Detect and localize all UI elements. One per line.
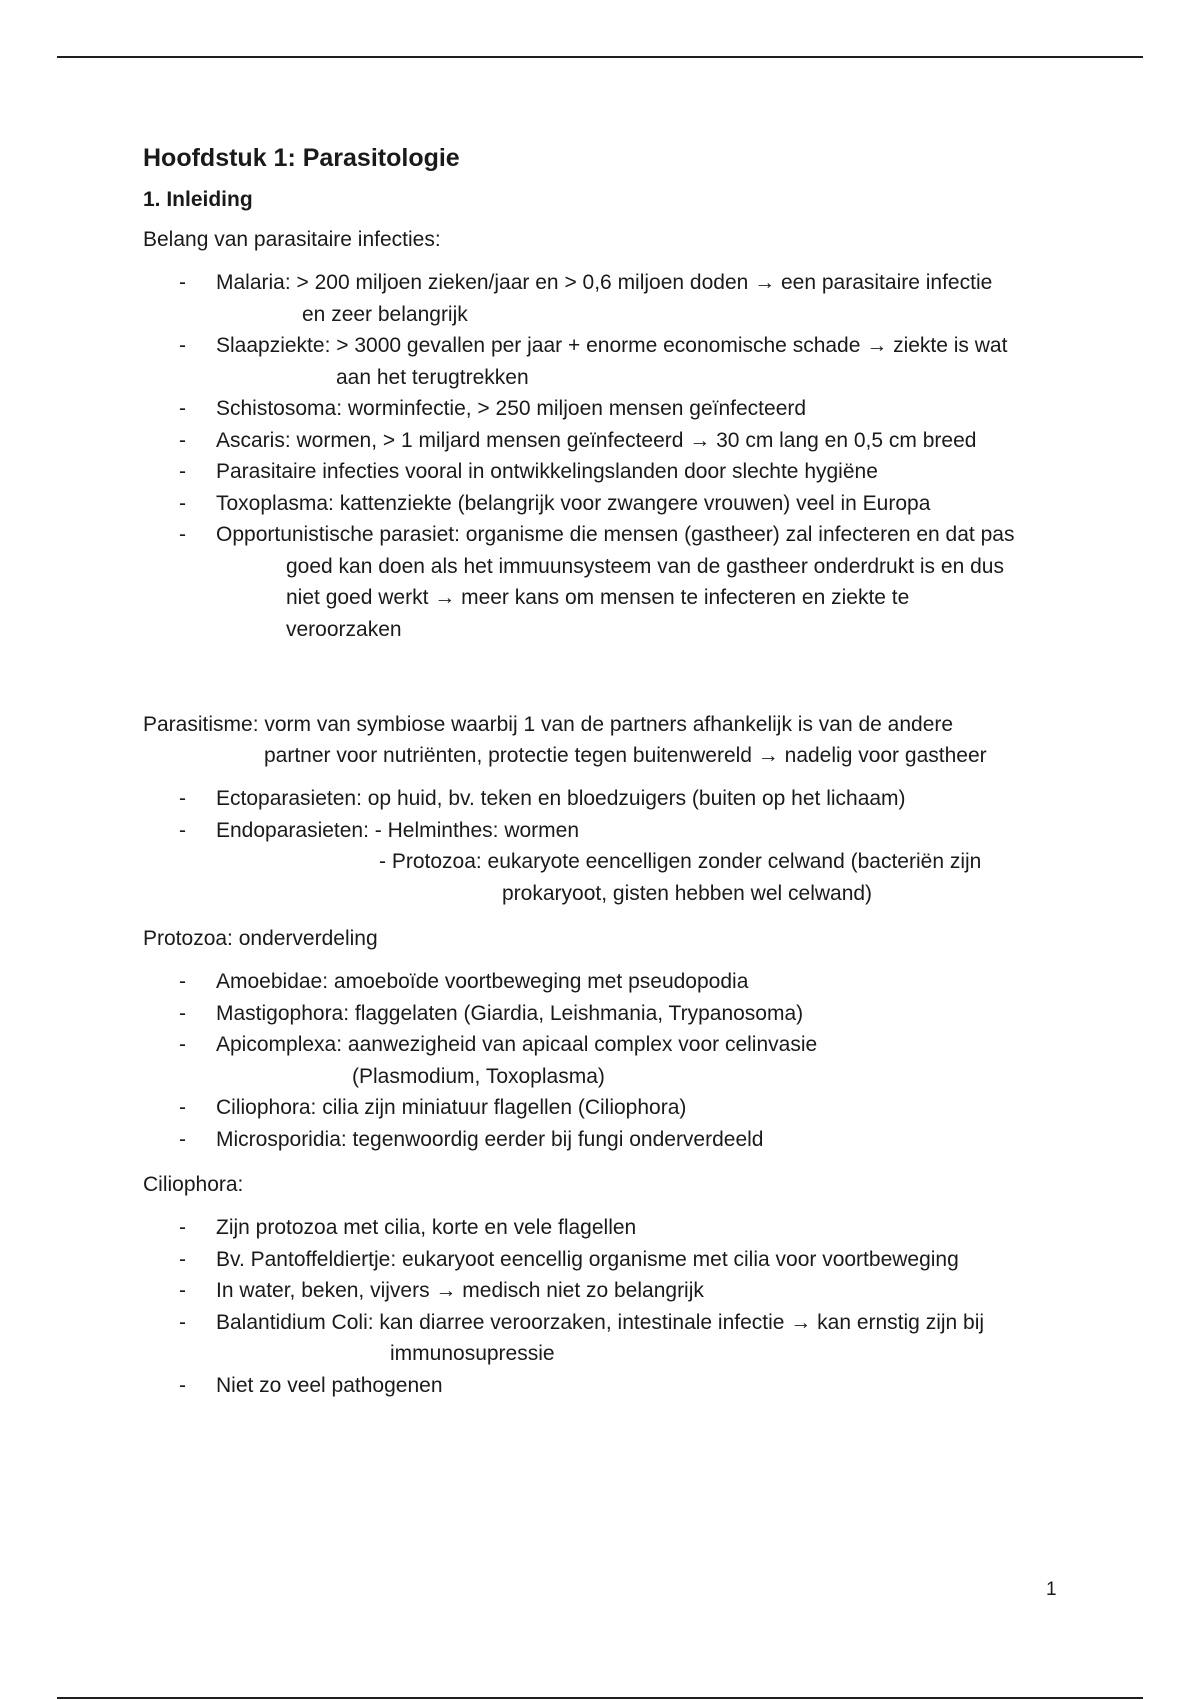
bullet-dash: - [179,1033,186,1056]
bullet-dash: - [179,1096,186,1119]
chapter-title: Hoofdstuk 1: Parasitologie [143,144,460,172]
list-item-text: Slaapziekte: > 3000 gevallen per jaar + enorme economische schade → ziekte is wat [216,334,1008,357]
list-item-text: Amoebidae: amoeboïde voortbeweging met pseudopodia [216,970,749,993]
bullet-dash: - [179,271,186,294]
belang-list [143,267,1063,645]
bullet-dash: - [179,397,186,420]
definition-continuation: partner voor nutriënten, protectie tegen buitenwereld → nadelig voor gastheer [264,744,987,767]
list-item [143,998,1063,1030]
list-item [143,1212,1063,1244]
list-item-text: Zijn protozoa met cilia, korte en vele flagellen [216,1216,637,1239]
list-item [143,425,1063,457]
bullet-dash: - [179,818,186,842]
list-item-text: Endoparasieten: - Helminthes: wormen [216,818,580,842]
list-item-text: Niet zo veel pathogenen [216,1373,443,1397]
list-item-text: Mastigophora: flaggelaten (Giardia, Leishmania, Trypanosoma) [216,1001,804,1025]
definition-line: Parasitisme: vorm van symbiose waarbij 1 van de partners afhankelijk is van de andere [143,713,954,736]
list-item [143,1370,1063,1402]
parasitisme-definition [143,709,1063,771]
list-item [143,456,1063,488]
bullet-dash: - [179,1373,186,1397]
list-item [143,1244,1063,1276]
page-number: 1 [1046,1579,1057,1600]
parasiet-list [143,783,1063,909]
bullet-dash: - [179,1247,186,1271]
list-item-text: Malaria: > 200 miljoen zieken/jaar en > 0,6 miljoen doden → een parasitaire infectie [216,271,993,294]
bullet-dash: - [179,1216,186,1239]
list-item-continuation: goed kan doen als het immuunsysteem van de gastheer onderdrukt is en dus [286,554,1004,578]
bullet-dash: - [179,523,186,546]
bullet-dash: - [179,428,186,452]
header-rule [57,56,1143,58]
section-heading: 1. Inleiding [143,188,253,211]
list-item [143,1275,1063,1307]
list-item-continuation: immunosupressie [390,1342,555,1365]
list-item [143,1307,1063,1370]
bullet-dash: - [179,1001,186,1025]
bullet-dash: - [179,970,186,993]
document-page [143,140,1063,1415]
list-item-continuation: prokaryoot, gisten hebben wel celwand) [502,881,873,905]
list-item-text: Ciliophora: cilia zijn miniatuur flagellen (Ciliophora) [216,1096,687,1119]
intro-label: Belang van parasitaire infecties: [143,228,441,251]
list-item [143,488,1063,520]
list-item-continuation: (Plasmodium, Toxoplasma) [352,1064,605,1088]
bullet-dash: - [179,1310,186,1334]
list-item-text: Ascaris: wormen, > 1 miljard mensen geïnfecteerd → 30 cm lang en 0,5 cm breed [216,428,977,452]
list-item [143,1029,1063,1092]
bullet-dash: - [179,1279,186,1302]
section-spacer [143,659,1063,709]
list-item [143,783,1063,815]
list-item-text: Bv. Pantoffeldiertje: eukaryoot eencellig organisme met cilia voor voortbeweging [216,1247,959,1271]
footer-rule [57,1697,1143,1699]
bullet-dash: - [179,334,186,357]
list-item-text: Microsporidia: tegenwoordig eerder bij fungi onderverdeeld [216,1127,764,1151]
ciliophora-label: Ciliophora: [143,1173,244,1196]
list-item-subline: - Protozoa: eukaryote eencelligen zonder celwand (bacteriën zijn [379,850,982,873]
bullet-dash: - [179,1127,186,1151]
list-item [143,966,1063,998]
list-item-continuation: en zeer belangrijk [302,302,468,326]
list-item [143,519,1063,645]
protozoa-list [143,966,1063,1155]
list-item-text: Schistosoma: worminfectie, > 250 miljoen mensen geïnfecteerd [216,397,807,420]
list-item-text: Ectoparasieten: op huid, bv. teken en bloedzuigers (buiten op het lichaam) [216,787,906,810]
list-item [143,393,1063,425]
list-item [143,815,1063,910]
list-item-text: Opportunistische parasiet: organisme die mensen (gastheer) zal infecteren en dat pas [216,523,1015,546]
protozoa-label: Protozoa: onderverdeling [143,927,378,950]
list-item-continuation: aan het terugtrekken [336,365,529,389]
bullet-dash: - [179,787,186,810]
list-item-text: In water, beken, vijvers → medisch niet zo belangrijk [216,1279,704,1302]
list-item-text: Parasitaire infecties vooral in ontwikkelingslanden door slechte hygiëne [216,460,878,483]
list-item [143,267,1063,330]
ciliophora-list [143,1212,1063,1401]
bullet-dash: - [179,491,186,515]
list-item-text: Balantidium Coli: kan diarree veroorzaken, intestinale infectie → kan ernstig zijn bij [216,1310,985,1334]
list-item-continuation: niet goed werkt → meer kans om mensen te infecteren en ziekte te [286,586,910,609]
list-item [143,1092,1063,1124]
list-item [143,330,1063,393]
list-item-continuation: veroorzaken [286,617,402,641]
bullet-dash: - [179,460,186,483]
list-item-text: Apicomplexa: aanwezigheid van apicaal complex voor celinvasie [216,1033,818,1056]
list-item-text: Toxoplasma: kattenziekte (belangrijk voor zwangere vrouwen) veel in Europa [216,491,931,515]
list-item [143,1124,1063,1156]
